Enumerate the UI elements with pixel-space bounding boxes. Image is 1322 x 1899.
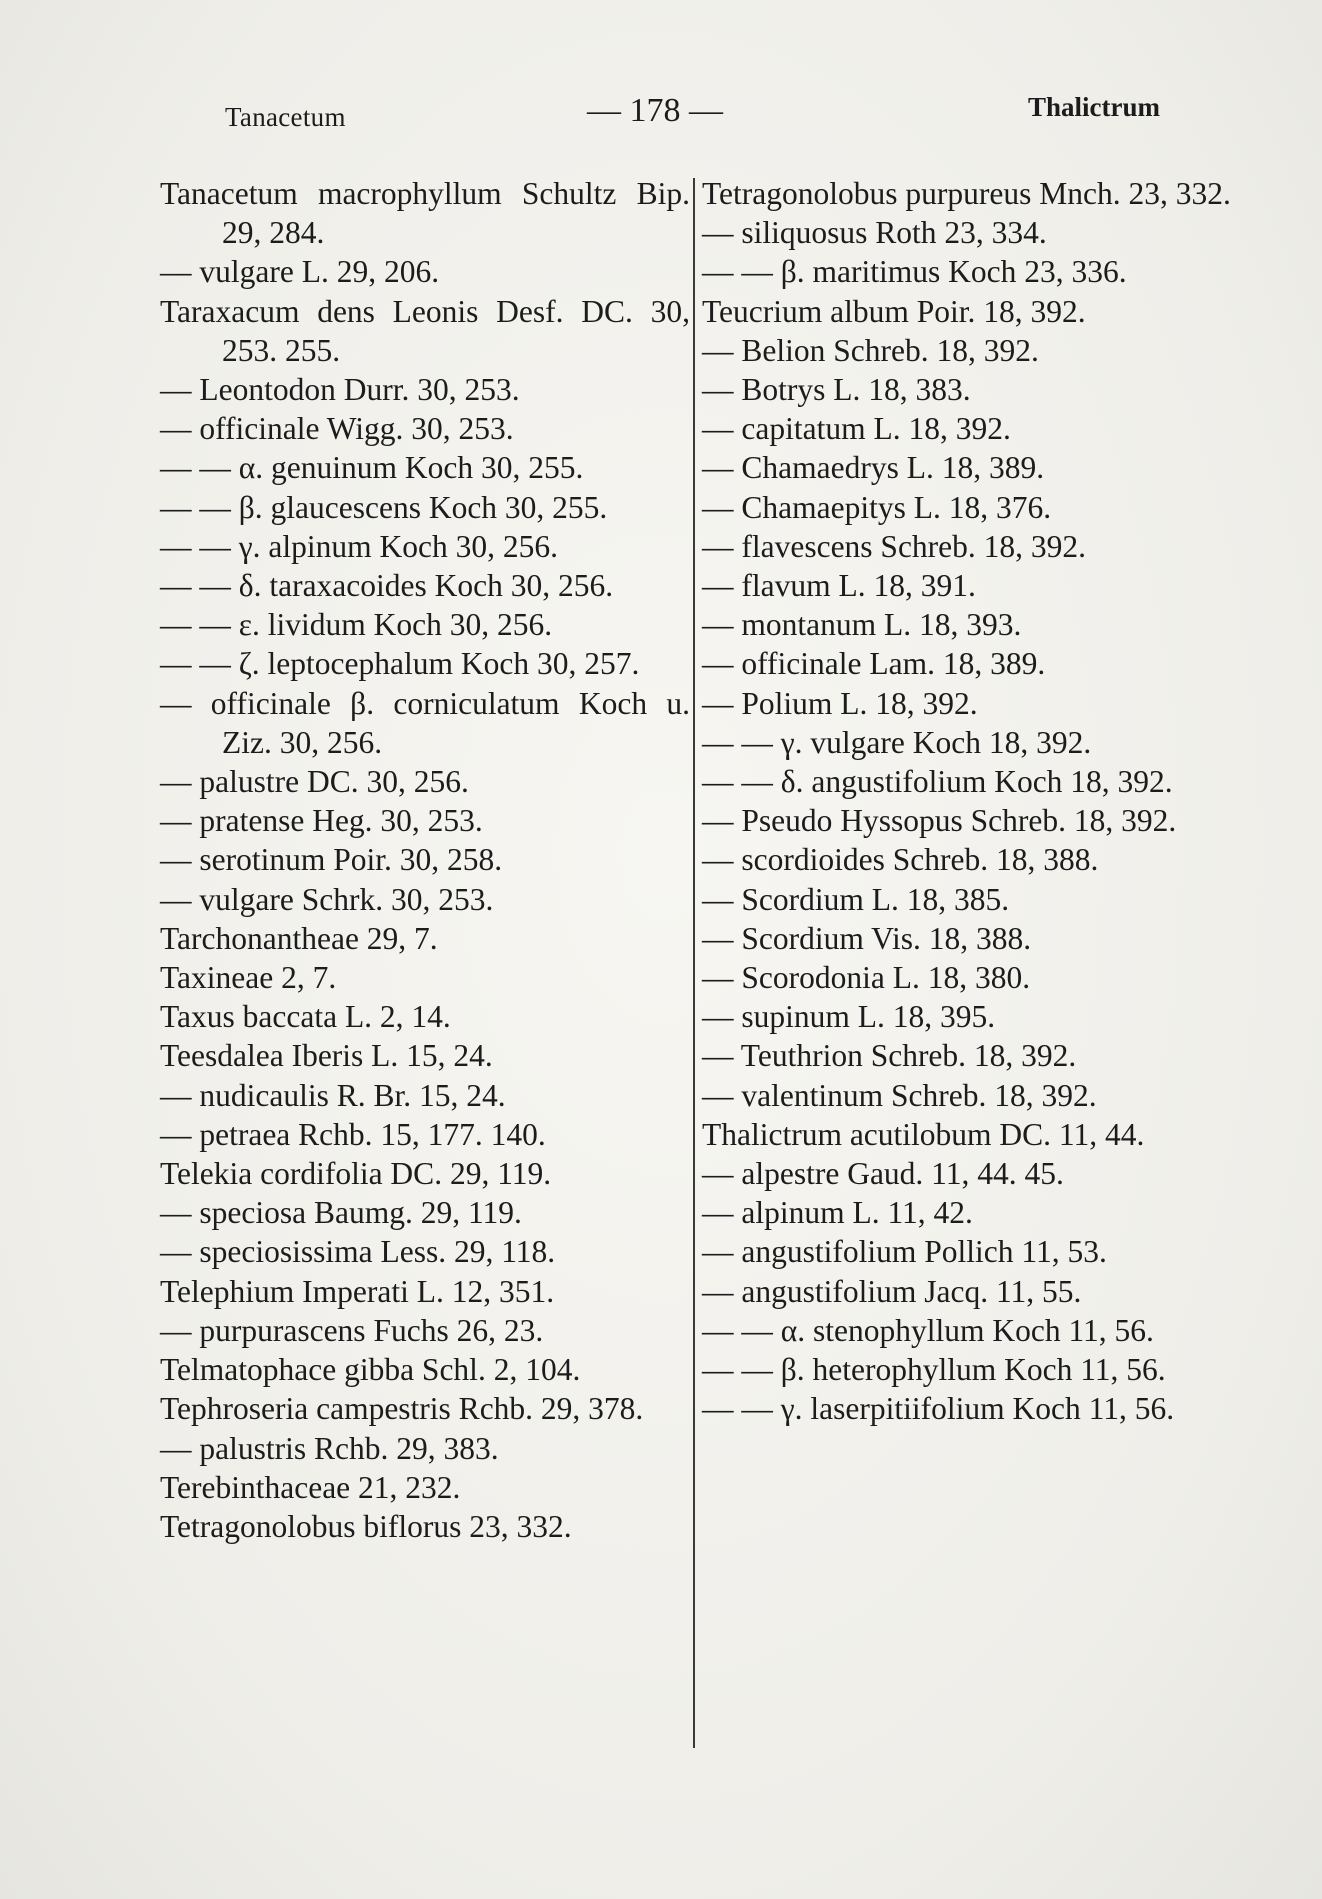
index-entry: — — β. heterophyllum Koch 11, 56. — [702, 1352, 1166, 1388]
index-entry: — palustris Rchb. 29, 383. — [160, 1430, 499, 1466]
index-entry: — — δ. angustifolium Koch 18, 392. — [702, 764, 1173, 800]
index-entry: Telmatophace gibba Schl. 2, 104. — [160, 1352, 581, 1388]
running-head — [215, 92, 1160, 142]
index-entry: — — α. stenophyllum Koch 11, 56. — [702, 1312, 1154, 1348]
index-entry: Telephium Imperati L. 12, 351. — [160, 1273, 555, 1309]
index-entry: Thalictrum acutilobum DC. 11, 44. — [702, 1116, 1145, 1152]
index-entry: — alpestre Gaud. 11, 44. 45. — [702, 1156, 1064, 1192]
index-entry: Telekia cordifolia DC. 29, 119. — [160, 1156, 552, 1192]
index-column-left — [160, 174, 690, 1546]
index-column-right — [702, 174, 1242, 1429]
index-entry: — officinale Lam. 18, 389. — [702, 646, 1046, 682]
index-entry: — supinum L. 18, 395. — [702, 999, 996, 1035]
index-entry: — Polium L. 18, 392. — [702, 685, 978, 721]
index-entry: — capitatum L. 18, 392. — [702, 411, 1011, 447]
index-entry: — — β. maritimus Koch 23, 336. — [702, 254, 1127, 290]
column-divider — [693, 178, 695, 1748]
index-entry: — alpinum L. 11, 42. — [702, 1195, 973, 1231]
index-entry: — — γ. laserpitiifolium Koch 11, 56. — [702, 1391, 1175, 1427]
header-left-guide-word: Tanacetum — [225, 102, 346, 132]
index-entry: — Scorodonia L. 18, 380. — [702, 960, 1031, 996]
index-entry: Tetragonolobus biflorus 23, 332. — [160, 1508, 572, 1544]
index-entry: — angustifolium Jacq. 11, 55. — [702, 1273, 1082, 1309]
index-entry: — Chamaepitys L. 18, 376. — [702, 489, 1052, 525]
index-entry: — Botrys L. 18, 383. — [702, 372, 971, 408]
index-entry: — Belion Schreb. 18, 392. — [702, 332, 1039, 368]
index-entry: — speciosa Baumg. 29, 119. — [160, 1195, 522, 1231]
index-entry: — Leontodon Durr. 30, 253. — [160, 372, 520, 408]
index-entry: — montanum L. 18, 393. — [702, 607, 1022, 643]
index-entry: — vulgare L. 29, 206. — [160, 254, 440, 290]
index-entry: — officinale β. corniculatum Koch u. Ziz. 30, 256. — [160, 685, 690, 760]
index-entry: Tarchonantheae 29, 7. — [160, 920, 438, 956]
index-entry: Tetragonolobus purpureus Mnch. 23, 332. — [702, 176, 1231, 211]
index-entry: — Chamaedrys L. 18, 389. — [702, 450, 1045, 486]
index-entry: Teesdalea Iberis L. 15, 24. — [160, 1038, 493, 1074]
index-entry: Tanacetum macrophyllum Schultz Bip. 29, 284. — [160, 176, 690, 251]
page-number: — 178 — — [587, 92, 723, 129]
index-entry: — — ε. lividum Koch 30, 256. — [160, 607, 553, 643]
index-entry: — serotinum Poir. 30, 258. — [160, 842, 503, 878]
index-entry: — flavescens Schreb. 18, 392. — [702, 528, 1087, 564]
index-entry: — vulgare Schrk. 30, 253. — [160, 881, 494, 917]
index-entry: — — α. genuinum Koch 30, 255. — [160, 450, 584, 486]
index-entry: Taraxacum dens Leonis Desf. DC. 30, 253. 255. — [160, 293, 690, 368]
index-entry: — — δ. taraxacoides Koch 30, 256. — [160, 568, 614, 604]
index-entry: — siliquosus Roth 23, 334. — [702, 215, 1047, 251]
index-entry: — Pseudo Hyssopus Schreb. 18, 392. — [702, 803, 1177, 839]
index-entry: — flavum L. 18, 391. — [702, 568, 976, 604]
index-entry: — purpurascens Fuchs 26, 23. — [160, 1312, 544, 1348]
header-right-guide-word: Thalictrum — [1028, 92, 1160, 122]
index-entry: — palustre DC. 30, 256. — [160, 764, 469, 800]
index-entry: Taxus baccata L. 2, 14. — [160, 999, 451, 1035]
index-entry: Terebinthaceae 21, 232. — [160, 1469, 461, 1505]
index-entry: — angustifolium Pollich 11, 53. — [702, 1234, 1107, 1270]
index-entry: — — γ. vulgare Koch 18, 392. — [702, 724, 1092, 760]
index-entry: — Teuthrion Schreb. 18, 392. — [702, 1038, 1077, 1074]
index-entry: — — β. glaucescens Koch 30, 255. — [160, 489, 608, 525]
index-entry: — officinale Wigg. 30, 253. — [160, 411, 514, 447]
index-entry: — valentinum Schreb. 18, 392. — [702, 1077, 1097, 1113]
index-entry: — nudicaulis R. Br. 15, 24. — [160, 1077, 506, 1113]
index-entry: — — ζ. leptocephalum Koch 30, 257. — [160, 646, 640, 682]
index-entry: — speciosissima Less. 29, 118. — [160, 1234, 556, 1270]
index-entry: — pratense Heg. 30, 253. — [160, 803, 483, 839]
index-entry: — Scordium L. 18, 385. — [702, 881, 1010, 917]
index-entry: — scordioides Schreb. 18, 388. — [702, 842, 1099, 878]
index-entry: — petraea Rchb. 15, 177. 140. — [160, 1116, 546, 1152]
index-entry: — — γ. alpinum Koch 30, 256. — [160, 528, 559, 564]
index-entry: Teucrium album Poir. 18, 392. — [702, 293, 1086, 329]
index-entry: Tephroseria campestris Rchb. 29, 378. — [160, 1391, 644, 1427]
index-entry: — Scordium Vis. 18, 388. — [702, 920, 1032, 956]
index-entry: Taxineae 2, 7. — [160, 960, 337, 996]
